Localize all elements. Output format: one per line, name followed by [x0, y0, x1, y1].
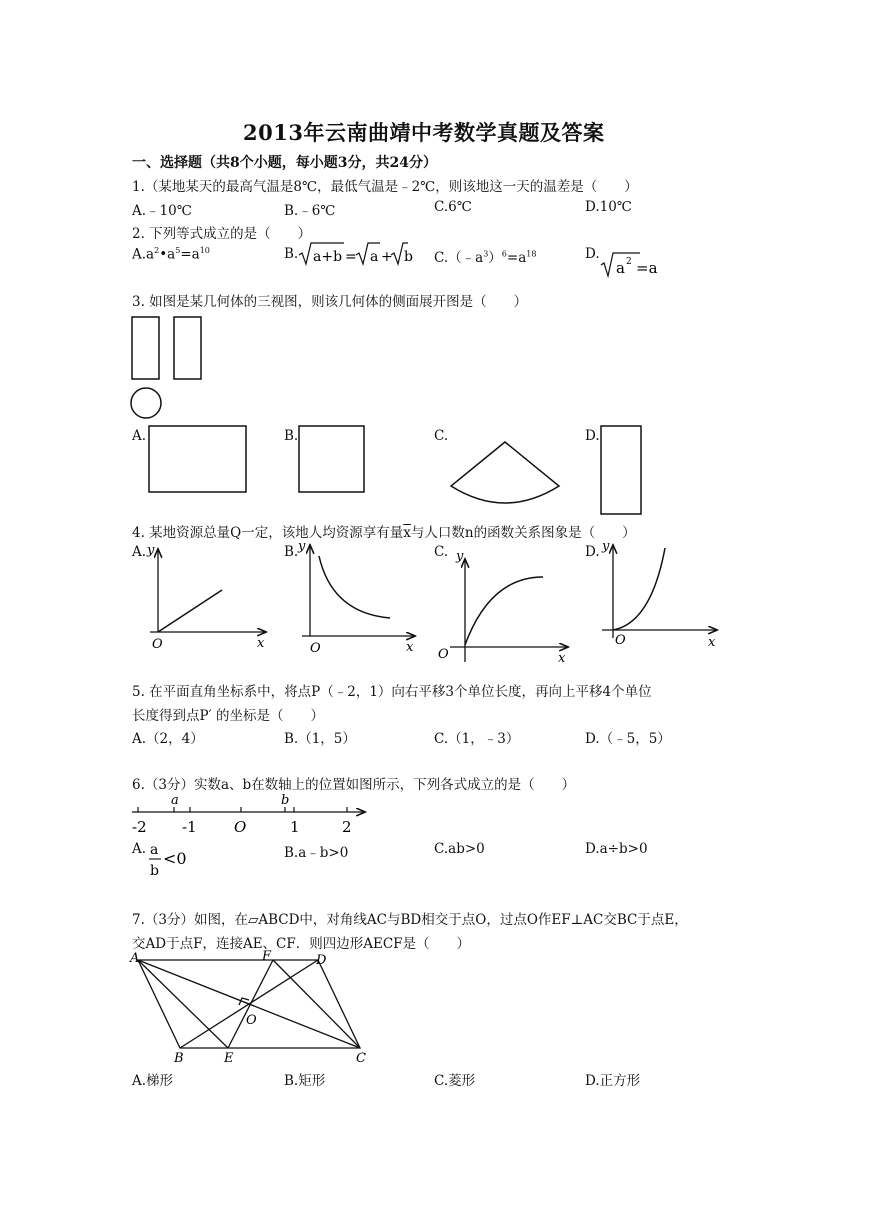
math-paren: ） — [488, 250, 502, 266]
q3-three-views-figure — [128, 313, 208, 423]
q4-stem-var-xbar: $\overline{x}$ — [403, 525, 411, 541]
q2-stem: 2. 下列等式成立的是（ ） — [132, 226, 312, 242]
q6-stem: 6.（3分）实数a、b在数轴上的位置如图所示，下列各式成立的是（ ） — [132, 777, 576, 793]
q5-option-a: A.（2，4） — [132, 731, 204, 747]
point-label-e: E — [224, 1051, 234, 1066]
math-exp: 6 — [501, 249, 507, 259]
axis-y-label: y — [456, 549, 464, 564]
q4-graph-d — [596, 538, 724, 650]
origin-label: O — [438, 647, 449, 662]
q6-option-a-fraction — [147, 838, 195, 880]
q2-option-d-label: D. — [585, 246, 600, 262]
math-exp: 10 — [199, 246, 210, 255]
tick-label: 2 — [342, 818, 352, 836]
axis-x-label: x — [257, 636, 265, 651]
axis-x-label: x — [708, 635, 716, 650]
q7-option-a: A.梯形 — [132, 1073, 174, 1089]
point-label-o: O — [246, 1013, 257, 1028]
q4-option-d-label: D. — [585, 544, 600, 560]
q5-option-c: C.（1，﹣3） — [434, 731, 520, 747]
fraction-denominator: b — [150, 863, 159, 879]
axis-x-label: x — [558, 651, 566, 666]
fraction-numerator: a — [150, 842, 159, 858]
q5-option-b: B.（1，5） — [284, 731, 356, 747]
math-base: a — [146, 246, 155, 263]
q6-option-b: B.a﹣b>0 — [284, 845, 349, 861]
math-exp: 5 — [175, 246, 181, 255]
math-eq: =a — [180, 246, 200, 263]
origin-label: O — [615, 633, 626, 648]
q5-option-d: D.（﹣5，5） — [585, 731, 671, 747]
q2-option-d-radical — [600, 250, 660, 278]
axis-y-label: y — [147, 543, 155, 558]
point-b-label: b — [281, 793, 290, 808]
tick-label: -1 — [182, 818, 197, 836]
point-label-c: C — [356, 1051, 366, 1066]
math-exp: 2 — [154, 246, 160, 255]
math-exp: 18 — [526, 249, 537, 259]
q2-option-b-radicals — [298, 240, 413, 268]
q7-stem-line2: 交AD于点F，连接AE、CF．则四边形AECF是（ ） — [132, 936, 471, 952]
q4-option-c-label: C. — [434, 544, 449, 560]
q1-option-c: C.6℃ — [434, 199, 472, 215]
tick-label: -2 — [132, 818, 147, 836]
q7-parallelogram-figure — [128, 948, 378, 1068]
q2-option-a — [132, 246, 210, 263]
math-eq: =a — [506, 250, 527, 266]
q4-stem-pre: 4. 某地资源总量Q一定，该地人均资源享有量 — [132, 525, 404, 541]
q4-option-a-label: A. — [132, 544, 147, 560]
q6-option-c: C.ab>0 — [434, 841, 485, 857]
page-title: 2013年云南曲靖中考数学真题及答案 — [243, 120, 605, 145]
q3-stem: 3. 如图是某几何体的三视图，则该几何体的侧面展开图是（ ） — [132, 294, 528, 310]
front-view-rect — [132, 317, 159, 379]
math-exp: 3 — [483, 249, 489, 259]
q7-option-c: C.菱形 — [434, 1073, 476, 1089]
q7-option-d: D.正方形 — [585, 1073, 641, 1089]
q6-option-d: D.a÷b>0 — [585, 841, 648, 857]
radicand-a: a — [616, 259, 625, 277]
q5-stem-line2: 长度得到点P′ 的坐标是（ ） — [132, 708, 324, 724]
q3-option-b-figure — [298, 425, 368, 495]
q1-stem: 1.（某地某天的最高气温是8℃，最低气温是﹣2℃，则该地这一天的温差是（ ） — [132, 179, 638, 195]
q2-option-c — [434, 246, 536, 266]
math-eq: = — [345, 249, 357, 265]
q4-graph-a — [140, 540, 275, 652]
q3-option-d-figure — [600, 425, 645, 517]
q5-stem-line1: 5. 在平面直角坐标系中，将点P（﹣2，1）向右平移3个单位长度，再向上平移4个单位 — [132, 684, 652, 700]
q1-option-b: B.﹣6℃ — [284, 203, 336, 219]
point-label-d: D — [316, 953, 327, 968]
math-plus: + — [381, 249, 393, 265]
q3-option-d-label: D. — [585, 428, 600, 444]
top-view-circle — [131, 388, 161, 418]
tick-label: O — [234, 818, 247, 836]
tick-label: 1 — [290, 818, 300, 836]
math-base: a — [167, 246, 176, 263]
q3-option-c-figure — [448, 440, 563, 505]
math-exp: 2 — [626, 257, 632, 267]
q4-graph-c — [430, 542, 575, 667]
point-label-a: A — [130, 951, 140, 966]
q6-number-line — [128, 792, 373, 840]
q3-option-a-label: A. — [132, 428, 147, 444]
q3-option-b-label: B. — [284, 428, 299, 444]
axis-y-label: y — [298, 539, 306, 554]
math-base: （﹣a — [448, 250, 484, 266]
origin-label: O — [310, 641, 321, 656]
q7-option-b: B.矩形 — [284, 1073, 326, 1089]
point-label-f: F — [262, 949, 272, 964]
axis-y-label: y — [602, 539, 610, 554]
radicand-b: b — [404, 249, 413, 265]
q1-option-a: A.﹣10℃ — [132, 203, 192, 219]
q3-option-a-figure — [148, 425, 250, 495]
q3-option-c-label: C. — [434, 428, 449, 444]
axis-x-label: x — [406, 640, 414, 655]
q6-option-a-label: A. — [132, 841, 147, 857]
option-label: A. — [132, 246, 147, 263]
math-dot: • — [159, 246, 168, 263]
q4-stem-post: 与人口数n的函数关系图象是（ ） — [410, 525, 636, 541]
q4-graph-b — [292, 538, 422, 656]
side-view-rect — [174, 317, 201, 379]
section-heading: 一、选择题（共8个小题，每小题3分，共24分） — [132, 155, 437, 171]
q7-stem-line1: 7.（3分）如图，在▱ABCD中，对角线AC与BD相交于点O，过点O作EF⊥AC交BC于点E， — [132, 912, 688, 928]
fraction-relation: <0 — [163, 849, 187, 868]
q4-option-b-label: B. — [284, 544, 299, 560]
q1-option-d: D.10℃ — [585, 199, 632, 215]
point-a-label: a — [171, 793, 179, 808]
radicand-a: a — [370, 249, 379, 265]
point-label-b: B — [174, 1051, 184, 1066]
option-label: C. — [434, 250, 449, 266]
radicand-a-plus-b: a+b — [313, 249, 343, 265]
origin-label: O — [152, 637, 163, 652]
math-eq: =a — [636, 259, 658, 277]
q2-option-b-label: B. — [284, 246, 299, 262]
